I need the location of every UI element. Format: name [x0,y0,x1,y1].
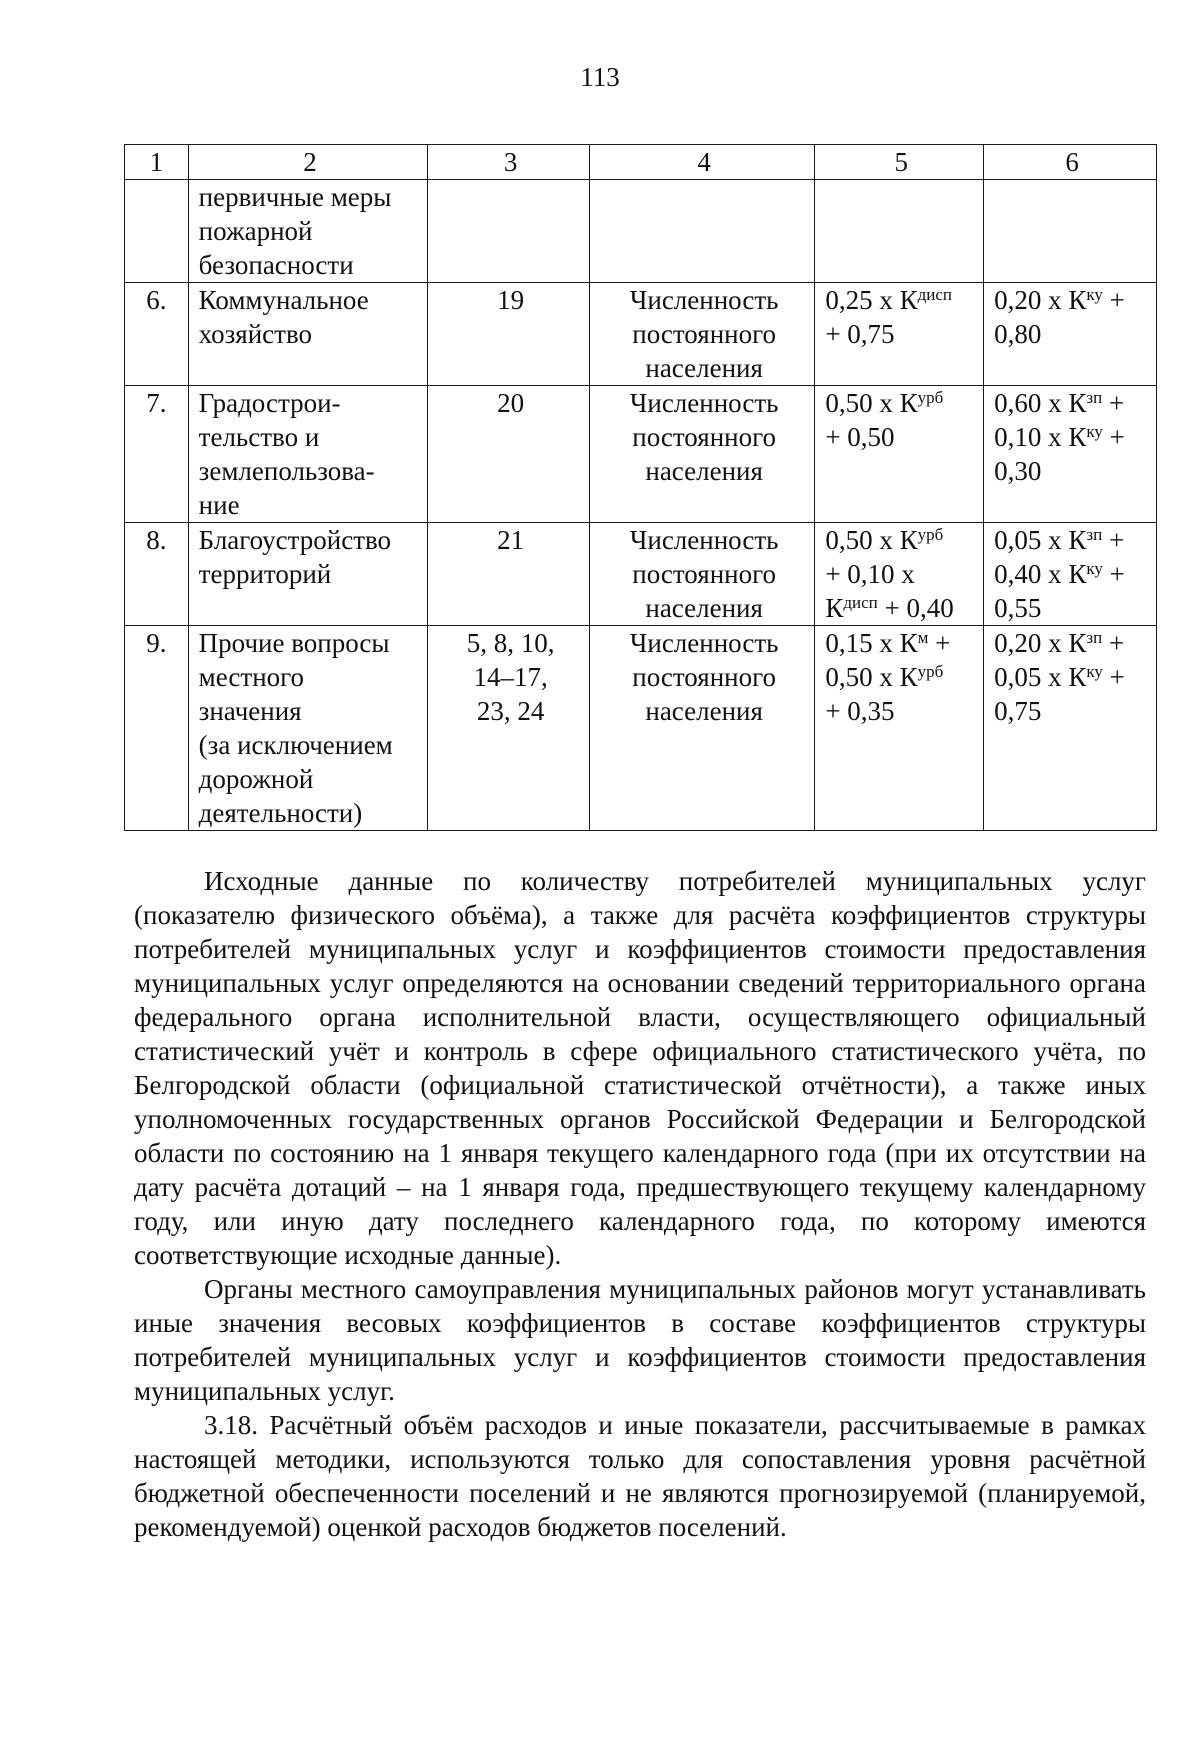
formula-text: + 0,35 [825,696,895,726]
formula-superscript: ку [1086,662,1103,681]
cell-line: Прочие вопросы [198,628,390,658]
cell-line: Численность [629,525,779,555]
formula-text: К [825,593,844,623]
cell-line: безопасности [198,250,354,280]
formula-line [825,557,977,591]
table-header-row [125,145,1157,180]
indicator-numbers-cell [428,386,590,523]
formula-line [994,420,1150,454]
authority-name-cell [188,283,428,386]
formula-text: 0,50 х К [825,525,918,555]
cell-line: постоянного [632,319,777,349]
formula-superscript: урб [917,525,944,544]
cell-line: (за исключением [198,730,393,760]
formula-text: + 0,50 [825,422,895,452]
header-cell-6: 6 [984,145,1157,180]
cell-line: населения [645,456,763,486]
cost-coefficient-cell [984,283,1157,386]
formula-superscript: ку [1086,285,1103,304]
cell-line: постоянного [632,422,777,452]
formula-text: 0,15 х К [825,628,918,658]
formula-text: + 0,40 [877,593,954,623]
formula-text: 0,80 [994,319,1042,349]
cost-coefficient-cell [984,626,1157,831]
formula-line [994,523,1150,557]
cell-line: деятельности) [198,798,363,828]
page-number: 113 [580,62,620,92]
cell-line: 23, 24 [476,696,545,726]
consumer-indicator-cell [589,626,814,831]
formula-text: 0,40 х К [994,559,1087,589]
cell-line: 21 [497,525,525,555]
row-number-cell: 8. [125,523,189,626]
formula-line [825,626,977,660]
formula-text: 0,50 х К [825,662,918,692]
paragraph-3-18: 3.18. Расчётный объём расходов и иные показатели, рассчитываемые в рамках настоящей методики, используются только для сопоставления уровня расчётной бюджетной обеспеченности поселений и не являются прогнозируемой (планируемой, рекомендуемой) оценкой расходов бюджетов поселений. [134,1410,1146,1542]
cell-line: ние [198,490,240,520]
formula-text: 0,55 [994,593,1042,623]
formula-text: 0,25 х К [825,285,918,315]
formula-text: 0,20 х К [994,628,1087,658]
row-number-cell: 9. [125,626,189,831]
table-row [125,386,1157,523]
row-number-cell: 7. [125,386,189,523]
header-cell-1: 1 [125,145,189,180]
cell-line: Численность [629,285,779,315]
formula-text: 0,50 х К [825,388,918,418]
structure-coefficient-cell [815,386,984,523]
formula-text: + [1102,662,1125,692]
paragraph-local-authorities: Органы местного самоуправления муниципальных районов могут устанавливать иные значения весовых коэффициентов в составе коэффициентов структуры потребителей муниципальных услуг и коэффициентов стоимости предоставления муниципальных услуг. [134,1274,1146,1406]
structure-coefficient-cell [815,180,984,283]
formula-text: 0,05 х К [994,525,1087,555]
cell-line: 5, 8, 10, [466,628,555,658]
cell-line: населения [645,696,763,726]
formula-text: 0,10 х К [994,422,1087,452]
cost-coefficient-cell [984,386,1157,523]
indicator-numbers-cell [428,626,590,831]
row-number-cell: 6. [125,283,189,386]
cost-coefficient-cell [984,523,1157,626]
formula-line [825,386,977,420]
cell-line: значения [198,696,302,726]
formula-line [825,420,977,454]
cell-line: 20 [497,388,525,418]
cell-line: пожарной [198,216,313,246]
consumer-indicator-cell [589,283,814,386]
formula-line [994,386,1150,420]
formula-text: + 0,75 [825,319,895,349]
formula-superscript: ку [1086,422,1103,441]
cell-line: Благоустройство [198,525,392,555]
formula-line [825,660,977,694]
header-cell-5: 5 [815,145,984,180]
cell-line: Градострои- [198,388,341,418]
formula-superscript: зп [1086,525,1103,544]
cell-line: 19 [497,285,525,315]
cell-line: хозяйство [198,319,313,349]
cell-line: первичные меры [198,182,392,212]
formula-line [994,694,1150,728]
formula-text: + [1102,388,1125,418]
formula-line [994,283,1150,317]
formula-text: + [1102,525,1125,555]
formula-superscript: дисп [917,285,952,304]
cell-line: местного [198,662,305,692]
consumer-indicator-cell [589,386,814,523]
formula-superscript: зп [1086,388,1103,407]
formula-text: + [928,628,951,658]
structure-coefficient-cell [815,626,984,831]
cell-line: землепользова- [198,456,375,486]
cell-line: постоянного [632,559,777,589]
formula-text: 0,60 х К [994,388,1087,418]
indicator-numbers-cell [428,283,590,386]
table-row [125,283,1157,386]
authority-name-cell [188,180,428,283]
table-row [125,523,1157,626]
indicator-numbers-cell [428,180,590,283]
structure-coefficient-cell [815,523,984,626]
formula-text: + 0,10 х [825,559,915,589]
formula-line [825,694,977,728]
cell-line: постоянного [632,662,777,692]
formula-text: + [1102,285,1125,315]
cell-line: 14–17, [473,662,548,692]
authority-name-cell [188,386,428,523]
authority-name-cell [188,523,428,626]
cell-line: населения [645,593,763,623]
formula-line [825,283,977,317]
authority-name-cell [188,626,428,831]
formula-line [825,591,977,625]
formula-line [825,523,977,557]
formula-superscript: урб [917,388,944,407]
formula-text: 0,20 х К [994,285,1087,315]
formula-superscript: м [917,628,929,647]
structure-coefficient-cell [815,283,984,386]
indicator-numbers-cell [428,523,590,626]
header-cell-2: 2 [188,145,428,180]
formula-text: 0,05 х К [994,662,1087,692]
formula-line [994,660,1150,694]
formula-text: + [1102,628,1125,658]
formula-line [994,317,1150,351]
table-row [125,180,1157,283]
table-row [125,626,1157,831]
formula-text: 0,75 [994,696,1042,726]
cell-line: Численность [629,628,779,658]
consumer-indicator-cell [589,523,814,626]
cell-line: Коммунальное [198,285,369,315]
formula-superscript: дисп [843,593,878,612]
formula-superscript: урб [917,662,944,681]
formula-line [994,557,1150,591]
formula-line [994,454,1150,488]
header-cell-4: 4 [589,145,814,180]
formula-text: + [1102,559,1125,589]
cost-coefficient-cell [984,180,1157,283]
cell-line: тельство и [198,422,320,452]
cell-line: территорий [198,559,332,589]
formula-line [825,317,977,351]
formula-text: 0,30 [994,456,1042,486]
table-body [125,145,1157,831]
cell-line: населения [645,353,763,383]
body-text [134,864,1146,1544]
cell-line: Численность [629,388,779,418]
formula-superscript: ку [1086,559,1103,578]
header-cell-3: 3 [428,145,590,180]
formula-text: + [1102,422,1125,452]
formula-superscript: зп [1086,628,1103,647]
coefficients-table [124,144,1157,831]
formula-line [994,626,1150,660]
row-number-cell [125,180,189,283]
consumer-indicator-cell [589,180,814,283]
paragraph-source-data: Исходные данные по количеству потребителей муниципальных услуг (показателю физического объёма), а также для расчёта коэффициентов структуры потребителей муниципальных услуг и коэффициентов стоимости предоставления муниципальных услуг определяются на основании сведений территориального органа федерального органа исполнительной власти, осуществляющего официальный статистический учёт и контроль в сфере официального статистического учёта, по Белгородской области (официальной статистической отчётности), а также иных уполномоченных государственных органов Российской Федерации и Белгородской области по состоянию на 1 января текущего календарного года (при их отсутствии на дату расчёта дотаций – на 1 января года, предшествующего текущему календарному году, или иную дату последнего календарного года, по которому имеются соответствующие исходные данные). [134,866,1146,1270]
cell-line: дорожной [198,764,314,794]
formula-line [994,591,1150,625]
